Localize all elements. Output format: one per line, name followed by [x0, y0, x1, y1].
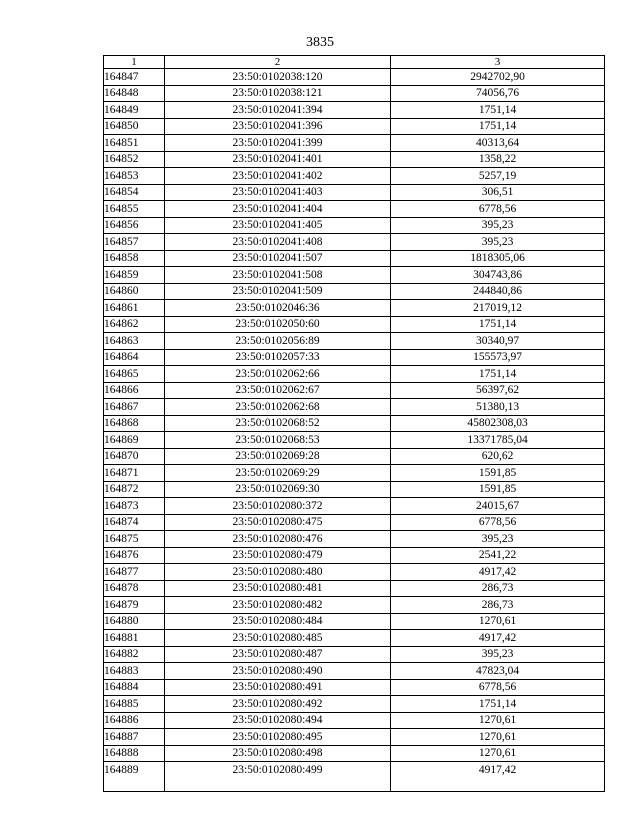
table-row: [104, 399, 605, 416]
cadastral-number-cell: 23:50:0102080:487: [165, 646, 391, 663]
cadastral-number-cell: 23:50:0102041:404: [165, 201, 391, 218]
table-row: [104, 349, 605, 366]
cadastral-number-cell: 23:50:0102080:372: [165, 498, 391, 515]
table-row: [104, 630, 605, 647]
cadastral-number-cell: 23:50:0102050:60: [165, 316, 391, 333]
cadastral-number-cell: 23:50:0102080:484: [165, 613, 391, 630]
value-cell: 395,23: [391, 646, 605, 663]
value-cell: 155573,97: [391, 349, 605, 366]
value-cell: 40313,64: [391, 135, 605, 152]
table-row: [104, 531, 605, 548]
cadastral-number-cell: 23:50:0102041:403: [165, 184, 391, 201]
row-number-cell: 164886: [104, 712, 165, 729]
value-cell: 395,23: [391, 217, 605, 234]
row-number-cell: 164879: [104, 597, 165, 614]
page-number: 3835: [306, 35, 334, 50]
value-cell: 6778,56: [391, 679, 605, 696]
row-number-cell: 164884: [104, 679, 165, 696]
cadastral-number-cell: 23:50:0102062:67: [165, 382, 391, 399]
row-number-cell: 164867: [104, 399, 165, 416]
table-row: [104, 481, 605, 498]
table-row: [104, 283, 605, 300]
row-number-cell: 164885: [104, 696, 165, 713]
row-number-cell: 164868: [104, 415, 165, 432]
value-cell: 4917,42: [391, 762, 605, 792]
cadastral-number-cell: 23:50:0102062:66: [165, 366, 391, 383]
table-row: [104, 745, 605, 762]
table-row: [104, 382, 605, 399]
value-cell: 4917,42: [391, 564, 605, 581]
value-cell: 1751,14: [391, 102, 605, 119]
value-cell: 1270,61: [391, 613, 605, 630]
value-cell: 30340,97: [391, 333, 605, 350]
table-row: [104, 448, 605, 465]
value-cell: 13371785,04: [391, 432, 605, 449]
table-row: [104, 85, 605, 102]
cadastral-number-cell: 23:50:0102056:89: [165, 333, 391, 350]
table-row: [104, 762, 605, 792]
table-row: [104, 498, 605, 515]
value-cell: 286,73: [391, 580, 605, 597]
table-row: [104, 564, 605, 581]
table-row: [104, 514, 605, 531]
cadastral-number-cell: 23:50:0102080:494: [165, 712, 391, 729]
value-cell: 74056,76: [391, 85, 605, 102]
row-number-cell: 164881: [104, 630, 165, 647]
value-cell: 1751,14: [391, 696, 605, 713]
table-row: [104, 547, 605, 564]
row-number-cell: 164878: [104, 580, 165, 597]
row-number-cell: 164880: [104, 613, 165, 630]
row-number-cell: 164876: [104, 547, 165, 564]
value-cell: 24015,67: [391, 498, 605, 515]
value-cell: 45802308,03: [391, 415, 605, 432]
value-cell: 2541,22: [391, 547, 605, 564]
cadastral-number-cell: 23:50:0102046:36: [165, 300, 391, 317]
cadastral-number-cell: 23:50:0102041:509: [165, 283, 391, 300]
row-number-cell: 164882: [104, 646, 165, 663]
row-number-cell: 164888: [104, 745, 165, 762]
table-row: [104, 135, 605, 152]
value-cell: 244840,86: [391, 283, 605, 300]
table-body: [104, 69, 605, 792]
value-cell: 56397,62: [391, 382, 605, 399]
cadastral-number-cell: 23:50:0102080:480: [165, 564, 391, 581]
value-cell: 217019,12: [391, 300, 605, 317]
cadastral-number-cell: 23:50:0102068:52: [165, 415, 391, 432]
cadastral-number-cell: 23:50:0102041:396: [165, 118, 391, 135]
row-number-cell: 164860: [104, 283, 165, 300]
table-row: [104, 646, 605, 663]
row-number-cell: 164873: [104, 498, 165, 515]
cadastral-number-cell: 23:50:0102041:399: [165, 135, 391, 152]
table-row: [104, 316, 605, 333]
row-number-cell: 164848: [104, 85, 165, 102]
row-number-cell: 164856: [104, 217, 165, 234]
cadastral-number-cell: 23:50:0102080:481: [165, 580, 391, 597]
value-cell: 1751,14: [391, 118, 605, 135]
column-header-2: 2: [165, 56, 391, 69]
row-number-cell: 164854: [104, 184, 165, 201]
value-cell: 1818305,06: [391, 250, 605, 267]
row-number-cell: 164849: [104, 102, 165, 119]
cadastral-number-cell: 23:50:0102080:499: [165, 762, 391, 792]
table-row: [104, 712, 605, 729]
value-cell: 286,73: [391, 597, 605, 614]
table-row: [104, 432, 605, 449]
cadastral-number-cell: 23:50:0102080:485: [165, 630, 391, 647]
table-row: [104, 679, 605, 696]
column-header-1: 1: [104, 56, 165, 69]
cadastral-number-cell: 23:50:0102080:479: [165, 547, 391, 564]
cadastral-number-cell: 23:50:0102068:53: [165, 432, 391, 449]
table-row: [104, 184, 605, 201]
table-row: [104, 234, 605, 251]
table-row: [104, 366, 605, 383]
cadastral-number-cell: 23:50:0102041:401: [165, 151, 391, 168]
value-cell: 2942702,90: [391, 69, 605, 86]
table-row: [104, 729, 605, 746]
value-cell: 395,23: [391, 531, 605, 548]
table-row: [104, 201, 605, 218]
row-number-cell: 164859: [104, 267, 165, 284]
value-cell: 1751,14: [391, 366, 605, 383]
row-number-cell: 164883: [104, 663, 165, 680]
table-row: [104, 696, 605, 713]
cadastral-number-cell: 23:50:0102041:394: [165, 102, 391, 119]
value-cell: 1591,85: [391, 481, 605, 498]
cadastral-number-cell: 23:50:0102057:33: [165, 349, 391, 366]
cadastral-number-cell: 23:50:0102080:495: [165, 729, 391, 746]
cadastral-number-cell: 23:50:0102080:482: [165, 597, 391, 614]
cadastral-number-cell: 23:50:0102069:28: [165, 448, 391, 465]
table-row: [104, 613, 605, 630]
row-number-cell: 164855: [104, 201, 165, 218]
value-cell: 4917,42: [391, 630, 605, 647]
cadastral-number-cell: 23:50:0102041:408: [165, 234, 391, 251]
row-number-cell: 164869: [104, 432, 165, 449]
cadastral-number-cell: 23:50:0102080:490: [165, 663, 391, 680]
table-row: [104, 267, 605, 284]
row-number-cell: 164862: [104, 316, 165, 333]
cadastral-number-cell: 23:50:0102080:475: [165, 514, 391, 531]
cadastral-number-cell: 23:50:0102080:491: [165, 679, 391, 696]
row-number-cell: 164874: [104, 514, 165, 531]
table-row: [104, 597, 605, 614]
table-row: [104, 300, 605, 317]
row-number-cell: 164865: [104, 366, 165, 383]
cadastral-number-cell: 23:50:0102069:29: [165, 465, 391, 482]
cadastral-number-cell: 23:50:0102041:508: [165, 267, 391, 284]
table-row: [104, 250, 605, 267]
row-number-cell: 164858: [104, 250, 165, 267]
table-row: [104, 333, 605, 350]
value-cell: 51380,13: [391, 399, 605, 416]
cadastral-number-cell: 23:50:0102080:498: [165, 745, 391, 762]
value-cell: 1591,85: [391, 465, 605, 482]
cadastral-number-cell: 23:50:0102062:68: [165, 399, 391, 416]
row-number-cell: 164857: [104, 234, 165, 251]
table-row: [104, 118, 605, 135]
row-number-cell: 164877: [104, 564, 165, 581]
table-header-row: [104, 56, 605, 69]
table-row: [104, 217, 605, 234]
value-cell: 304743,86: [391, 267, 605, 284]
value-cell: 6778,56: [391, 201, 605, 218]
row-number-cell: 164866: [104, 382, 165, 399]
cadastral-number-cell: 23:50:0102080:492: [165, 696, 391, 713]
row-number-cell: 164851: [104, 135, 165, 152]
table-row: [104, 102, 605, 119]
row-number-cell: 164850: [104, 118, 165, 135]
row-number-cell: 164887: [104, 729, 165, 746]
value-cell: 1751,14: [391, 316, 605, 333]
value-cell: 395,23: [391, 234, 605, 251]
cadastral-number-cell: 23:50:0102041:402: [165, 168, 391, 185]
row-number-cell: 164871: [104, 465, 165, 482]
value-cell: 5257,19: [391, 168, 605, 185]
row-number-cell: 164852: [104, 151, 165, 168]
row-number-cell: 164889: [104, 762, 165, 792]
cadastral-number-cell: 23:50:0102069:30: [165, 481, 391, 498]
row-number-cell: 164847: [104, 69, 165, 86]
row-number-cell: 164864: [104, 349, 165, 366]
cadastral-value-table: [103, 55, 605, 792]
row-number-cell: 164863: [104, 333, 165, 350]
value-cell: 306,51: [391, 184, 605, 201]
value-cell: 1270,61: [391, 729, 605, 746]
value-cell: 620,62: [391, 448, 605, 465]
row-number-cell: 164875: [104, 531, 165, 548]
table-row: [104, 663, 605, 680]
row-number-cell: 164870: [104, 448, 165, 465]
value-cell: 1270,61: [391, 745, 605, 762]
value-cell: 1358,22: [391, 151, 605, 168]
row-number-cell: 164872: [104, 481, 165, 498]
cadastral-number-cell: 23:50:0102041:405: [165, 217, 391, 234]
cadastral-number-cell: 23:50:0102038:121: [165, 85, 391, 102]
value-cell: 1270,61: [391, 712, 605, 729]
cadastral-number-cell: 23:50:0102038:120: [165, 69, 391, 86]
table-row: [104, 168, 605, 185]
table-row: [104, 151, 605, 168]
cadastral-number-cell: 23:50:0102041:507: [165, 250, 391, 267]
table-row: [104, 415, 605, 432]
table-row: [104, 69, 605, 86]
value-cell: 6778,56: [391, 514, 605, 531]
table-row: [104, 580, 605, 597]
cadastral-number-cell: 23:50:0102080:476: [165, 531, 391, 548]
row-number-cell: 164861: [104, 300, 165, 317]
value-cell: 47823,04: [391, 663, 605, 680]
row-number-cell: 164853: [104, 168, 165, 185]
column-header-3: 3: [391, 56, 605, 69]
table-row: [104, 465, 605, 482]
